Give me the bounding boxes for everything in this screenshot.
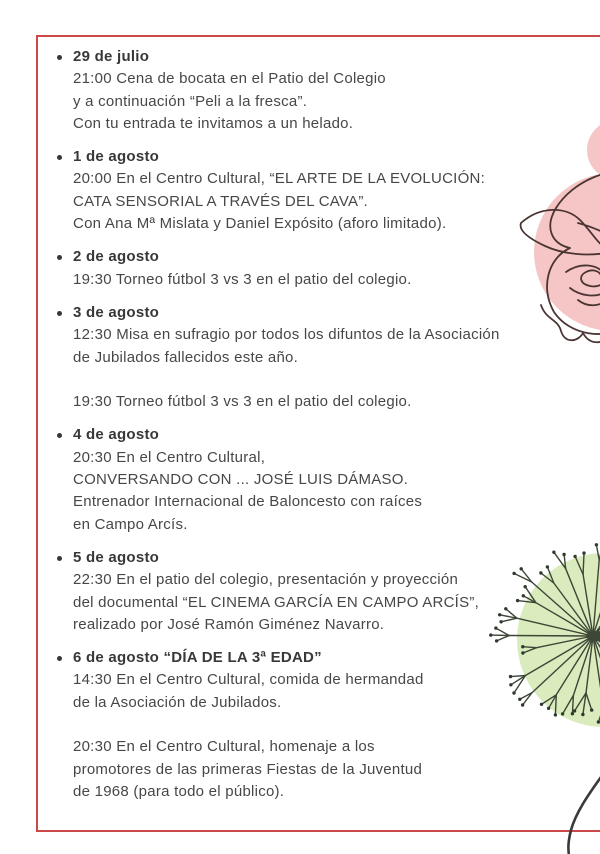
event-line: del documental “EL CINEMA GARCÍA EN CAMPO ARCÍS”, — [73, 593, 479, 611]
event-date-row — [57, 146, 577, 168]
event-date: 3 de agosto — [73, 303, 160, 321]
event-date-row — [57, 424, 577, 446]
event-line: 12:30 Misa en sufragio por todos los difuntos de la Asociación — [73, 326, 500, 344]
event-line: Con Ana Mª Mislata y Daniel Expósito (aforo limitado). — [73, 215, 447, 233]
event-list — [57, 46, 577, 814]
event-item — [57, 302, 577, 413]
event-lines — [57, 68, 577, 135]
event-lines — [57, 269, 577, 291]
bullet-icon — [57, 55, 62, 60]
event-item — [57, 246, 577, 291]
event-line: 21:00 Cena de bocata en el Patio del Colegio — [73, 70, 386, 88]
bullet-icon — [57, 433, 62, 438]
event-line: 22:30 En el patio del colegio, presentación y proyección — [73, 571, 459, 589]
event-lines — [57, 447, 577, 536]
event-date: 29 de julio — [73, 48, 150, 65]
event-line: CONVERSANDO CON ... JOSÉ LUIS DÁMASO. — [73, 471, 409, 489]
blank-line — [73, 714, 577, 736]
event-lines — [57, 669, 577, 803]
event-line: promotores de las primeras Fiestas de la Juventud — [73, 760, 423, 778]
event-line: Entrenador Internacional de Baloncesto con raíces — [73, 493, 423, 511]
bullet-icon — [57, 155, 62, 160]
event-line: de 1968 (para todo el público). — [73, 782, 285, 800]
event-date-row — [57, 46, 577, 68]
event-line: 19:30 Torneo fútbol 3 vs 3 en el patio del colegio. — [73, 393, 412, 411]
event-date: 5 de agosto — [73, 548, 160, 566]
bullet-icon — [57, 255, 62, 260]
event-line: CATA SENSORIAL A TRAVÉS DEL CAVA”. — [73, 192, 368, 210]
event-date: 4 de agosto — [73, 426, 160, 444]
event-item — [57, 146, 577, 235]
event-item — [57, 647, 577, 803]
event-line: 20:30 En el Centro Cultural, — [73, 448, 266, 466]
bullet-icon — [57, 656, 62, 661]
event-line: de la Asociación de Jubilados. — [73, 693, 282, 711]
event-lines — [57, 324, 577, 413]
event-date-row — [57, 302, 577, 324]
event-date: 6 de agosto “DÍA DE LA 3ª EDAD” — [73, 649, 322, 667]
event-line: 20:00 En el Centro Cultural, “EL ARTE DE LA EVOLUCIÓN: — [73, 170, 486, 188]
event-date-row — [57, 647, 577, 669]
event-lines — [57, 168, 577, 235]
event-line: 19:30 Torneo fútbol 3 vs 3 en el patio del colegio. — [73, 270, 412, 288]
event-line: Con tu entrada te invitamos a un helado. — [73, 114, 354, 132]
event-line: 14:30 En el Centro Cultural, comida de hermandad — [73, 671, 424, 689]
event-item — [57, 547, 577, 636]
event-line: 20:30 En el Centro Cultural, homenaje a los — [73, 738, 375, 756]
event-lines — [57, 569, 577, 636]
bullet-icon — [57, 556, 62, 561]
event-line: en Campo Arcís. — [73, 515, 188, 533]
event-item — [57, 46, 577, 135]
event-date-row — [57, 547, 577, 569]
event-line: y a continuación “Peli a la fresca”. — [73, 92, 308, 110]
event-date: 1 de agosto — [73, 148, 160, 166]
event-item — [57, 424, 577, 535]
event-line: realizado por José Ramón Giménez Navarro. — [73, 615, 385, 633]
event-line: de Jubilados fallecidos este año. — [73, 348, 299, 366]
blank-line — [73, 369, 577, 391]
event-date: 2 de agosto — [73, 248, 160, 266]
bullet-icon — [57, 311, 62, 316]
event-date-row — [57, 246, 577, 268]
